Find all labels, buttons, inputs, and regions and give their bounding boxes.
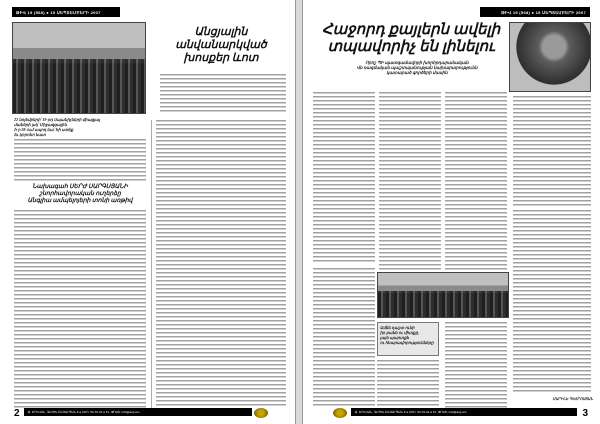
right-column-1-lower-text: [313, 268, 375, 408]
left-photo-caption: 22 նոյեմբերի՝ 19-րդ Սպանիչների միացյալ մաների լսկ՝ Միջազգային հ-ր 28-ում սպոդ նա՝ հի ստեք եւ կորոնո նատ: [14, 117, 100, 137]
left-column-1-body: [14, 210, 146, 408]
right-inset-box: [377, 322, 439, 356]
right-column-3-lower-text: [445, 322, 507, 410]
right-column-3-text: [445, 92, 507, 272]
right-headline: Հաջորդ քայլերն ավելի տպավորիչ են լինելու: [321, 22, 501, 55]
right-column-2-lower-text: [377, 360, 439, 410]
left-column-2-body: [156, 120, 286, 408]
right-column-4-lower-text: [513, 210, 591, 394]
left-headline: Անցյալին անվանարկված խոսքեր ևոտ: [175, 26, 267, 64]
newspaper-logo: [254, 408, 268, 418]
right-page-header: ԹԻՎ 19 (568) ● 15 ՍԵՊՏԵՄԲԵՐԻ 2007: [480, 7, 590, 17]
left-page: [0, 0, 296, 424]
left-crowd-photo: [12, 22, 146, 114]
newspaper-logo-right: [333, 408, 347, 418]
left-page-footer: Ք. ԵՐԵՎԱՆ, ԳԼՈՒԽ ԲԱԶԱՐՅԱՆ 6 ● ՀԵՌ. 52-76-31 ● ԷԼ. ՓՈՍՏ: info@azg.am: [24, 408, 252, 416]
left-column-separator: [151, 120, 152, 410]
left-column-1-text: [14, 139, 146, 181]
left-section-headline: Նախագահ ՍԵՐԺ ՍԱՐԳՍՅԱՆԻ շնորհավորական ուղերձը Անգլիա ամպելոյերի տոնի առթիվ: [27, 184, 133, 204]
right-crowd-photo: [377, 272, 509, 318]
right-column-4-text: [513, 96, 591, 206]
right-inset-headline: Ամեն դաշտ ունի իր բանն ու միտքը, լայն պարտքն ու հնարավորությունները: [380, 325, 434, 345]
right-column-1-text: [313, 92, 375, 264]
right-article-author: ՄԱՐԻՆԵ ՊԵՏՐՈՍՅԱՆ: [552, 397, 593, 401]
left-article-intro-text: [160, 74, 286, 114]
right-page-footer: Ք. ԵՐԵՎԱՆ, ԳԼՈՒԽ ԲԱԶԱՐՅԱՆ 6 ● ՀԵՌ. 52-76-31 ● ԷԼ. ՓՈՍՏ: info@azg.am: [351, 408, 577, 416]
right-subheadline: Որոշ ՊԻ պատգամավորի խորհրդարանական Վն ռազմական պաշտպանության նախարարությունն կատարած գործերի մասին: [356, 60, 478, 76]
right-column-2-text: [379, 92, 441, 272]
right-page: [302, 0, 600, 424]
left-page-number: 2: [14, 408, 20, 419]
left-page-header: ԹԻՎ 19 (568) ● 15 ՍԵՊՏԵՄԲԵՐԻ 2007: [12, 7, 120, 17]
right-portrait-photo: [509, 22, 591, 92]
right-page-number: 3: [582, 408, 588, 419]
